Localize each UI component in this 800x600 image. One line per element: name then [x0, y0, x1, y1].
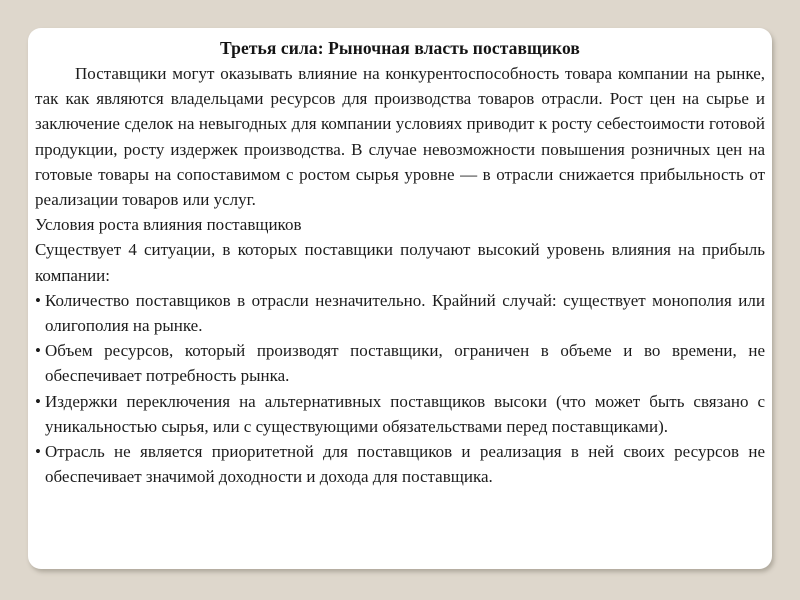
list-item	[35, 288, 765, 338]
list-item	[35, 389, 765, 439]
body-paragraph-situations-lead: Существует 4 ситуации, в которых поставщики получают высокий уровень влияния на прибыль компании:	[35, 240, 765, 285]
bullet-dot-icon: •	[35, 341, 41, 361]
list-item-label: Объем ресурсов, который производят поставщики, ограничен в объеме и во времени, не обеспечивает потребность рынка.	[45, 341, 765, 386]
body-paragraph-conditions-heading: Условия роста влияния поставщиков	[35, 215, 302, 235]
bullet-dot-icon: •	[35, 391, 41, 411]
conditions-bullet-list	[35, 288, 765, 490]
slide-title: Третья сила: Рыночная власть поставщиков	[220, 38, 580, 58]
list-item	[35, 338, 765, 388]
content-card	[28, 28, 772, 569]
list-item	[35, 439, 765, 489]
bullet-dot-icon: •	[35, 442, 41, 462]
bullet-dot-icon: •	[35, 290, 41, 310]
list-item-label: Издержки переключения на альтернативных поставщиков высоки (что может быть связано с уникальностью сырья, или с существующими обязательствами перед поставщиками).	[45, 391, 765, 436]
card-content-area	[35, 36, 765, 489]
list-item-label: Отрасль не является приоритетной для поставщиков и реализация в ней своих ресурсов не обеспечивает значимой доходности и дохода для поставщика.	[45, 442, 765, 487]
body-paragraph-intro: Поставщики могут оказывать влияние на конкурентоспособность товара компании на рынке, так как являются владельцами ресурсов для производства товаров отрасли. Рост цен на сырье и заключение сделок на невыгодных для компании условиях приводит к росту себестоимости готовой продукции, росту издержек производства. В случае невозможности повышения розничных цен на готовые товары на сопоставимом с ростом сырья уровне — в отрасли снижается прибыльность от реализации товаров или услуг.	[35, 64, 765, 210]
list-item-label: Количество поставщиков в отрасли незначительно. Крайний случай: существует монополия или олигополия на рынке.	[45, 290, 765, 336]
